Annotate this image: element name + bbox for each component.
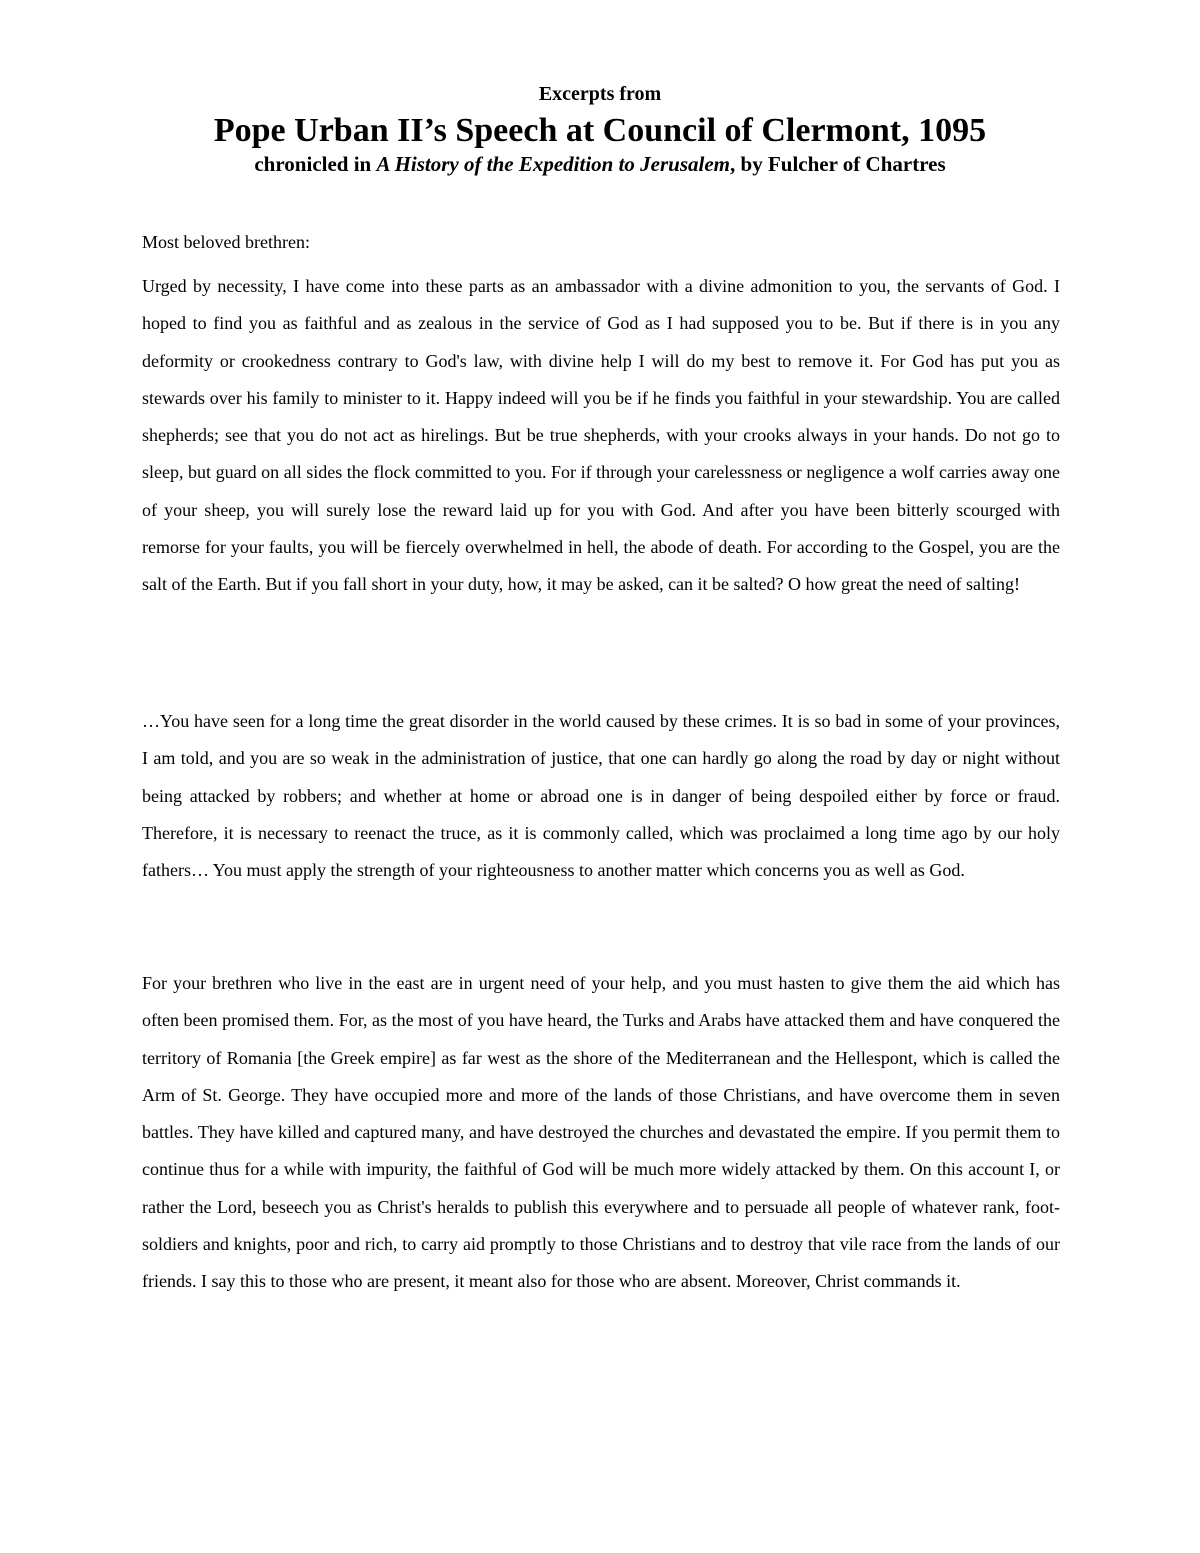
subtitle-book-title: A History of the Expedition to Jerusalem [376, 152, 731, 176]
document-subtitle [0, 151, 1200, 177]
subtitle-suffix: , by Fulcher of Chartres [730, 152, 946, 176]
document-kicker: Excerpts from [538, 83, 662, 105]
subtitle-prefix: chronicled in [254, 152, 377, 176]
salutation: Most beloved brethren: [142, 232, 310, 252]
paragraph-1: Urged by necessity, I have come into these parts as an ambassador with a divine admonition to you, the servants of God. I hoped to find you as faithful and as zealous in the service of God as I had supposed you to be. But if there is in you any deformity or crookedness contrary to God's law, with divine help I will do my best to remove it. For God has put you as stewards over his family to minister to it. Happy indeed will you be if he finds you faithful in your stewardship. You are called shepherds; see that you do not act as hirelings. But be true shepherds, with your crooks always in your hands. Do not go to sleep, but guard on all sides the flock committed to you. For if through your carelessness or negligence a wolf carries away one of your sheep, you will surely lose the reward laid up for you with God. And after you have been bitterly scourged with remorse for your faults, you will be fiercely overwhelmed in hell, the abode of death. For according to the Gospel, you are the salt of the Earth. But if you fall short in your duty, how, it may be asked, can it be salted? O how great the need of salting! [142, 276, 1060, 595]
paragraph-2: …You have seen for a long time the great disorder in the world caused by these crimes. It is so bad in some of your provinces, I am told, and you are so weak in the administration of justice, that one can hardly go along the road by day or night without being attacked by robbers; and whether at home or abroad one is in danger of being despoiled either by force or fraud. Therefore, it is necessary to reenact the truce, as it is commonly called, which was proclaimed a long time ago by our holy fathers… You must apply the strength of your righteousness to another matter which concerns you as well as God. [142, 711, 1060, 881]
document-title: Pope Urban II’s Speech at Council of Clermont, 1095 [213, 112, 987, 149]
paragraph-3: For your brethren who live in the east are in urgent need of your help, and you must hasten to give them the aid which has often been promised them. For, as the most of you have heard, the Turks and Arabs have attacked them and have conquered the territory of Romania [the Greek empire] as far west as the shore of the Mediterranean and the Hellespont, which is called the Arm of St. George. They have occupied more and more of the lands of those Christians, and have overcome them in seven battles. They have killed and captured many, and have destroyed the churches and devastated the empire. If you permit them to continue thus for a while with impurity, the faithful of God will be much more widely attacked by them. On this account I, or rather the Lord, beseech you as Christ's heralds to publish this everywhere and to persuade all people of whatever rank, foot-soldiers and knights, poor and rich, to carry aid promptly to those Christians and to destroy that vile race from the lands of our friends. I say this to those who are present, it meant also for those who are absent. Moreover, Christ commands it. [142, 973, 1060, 1292]
